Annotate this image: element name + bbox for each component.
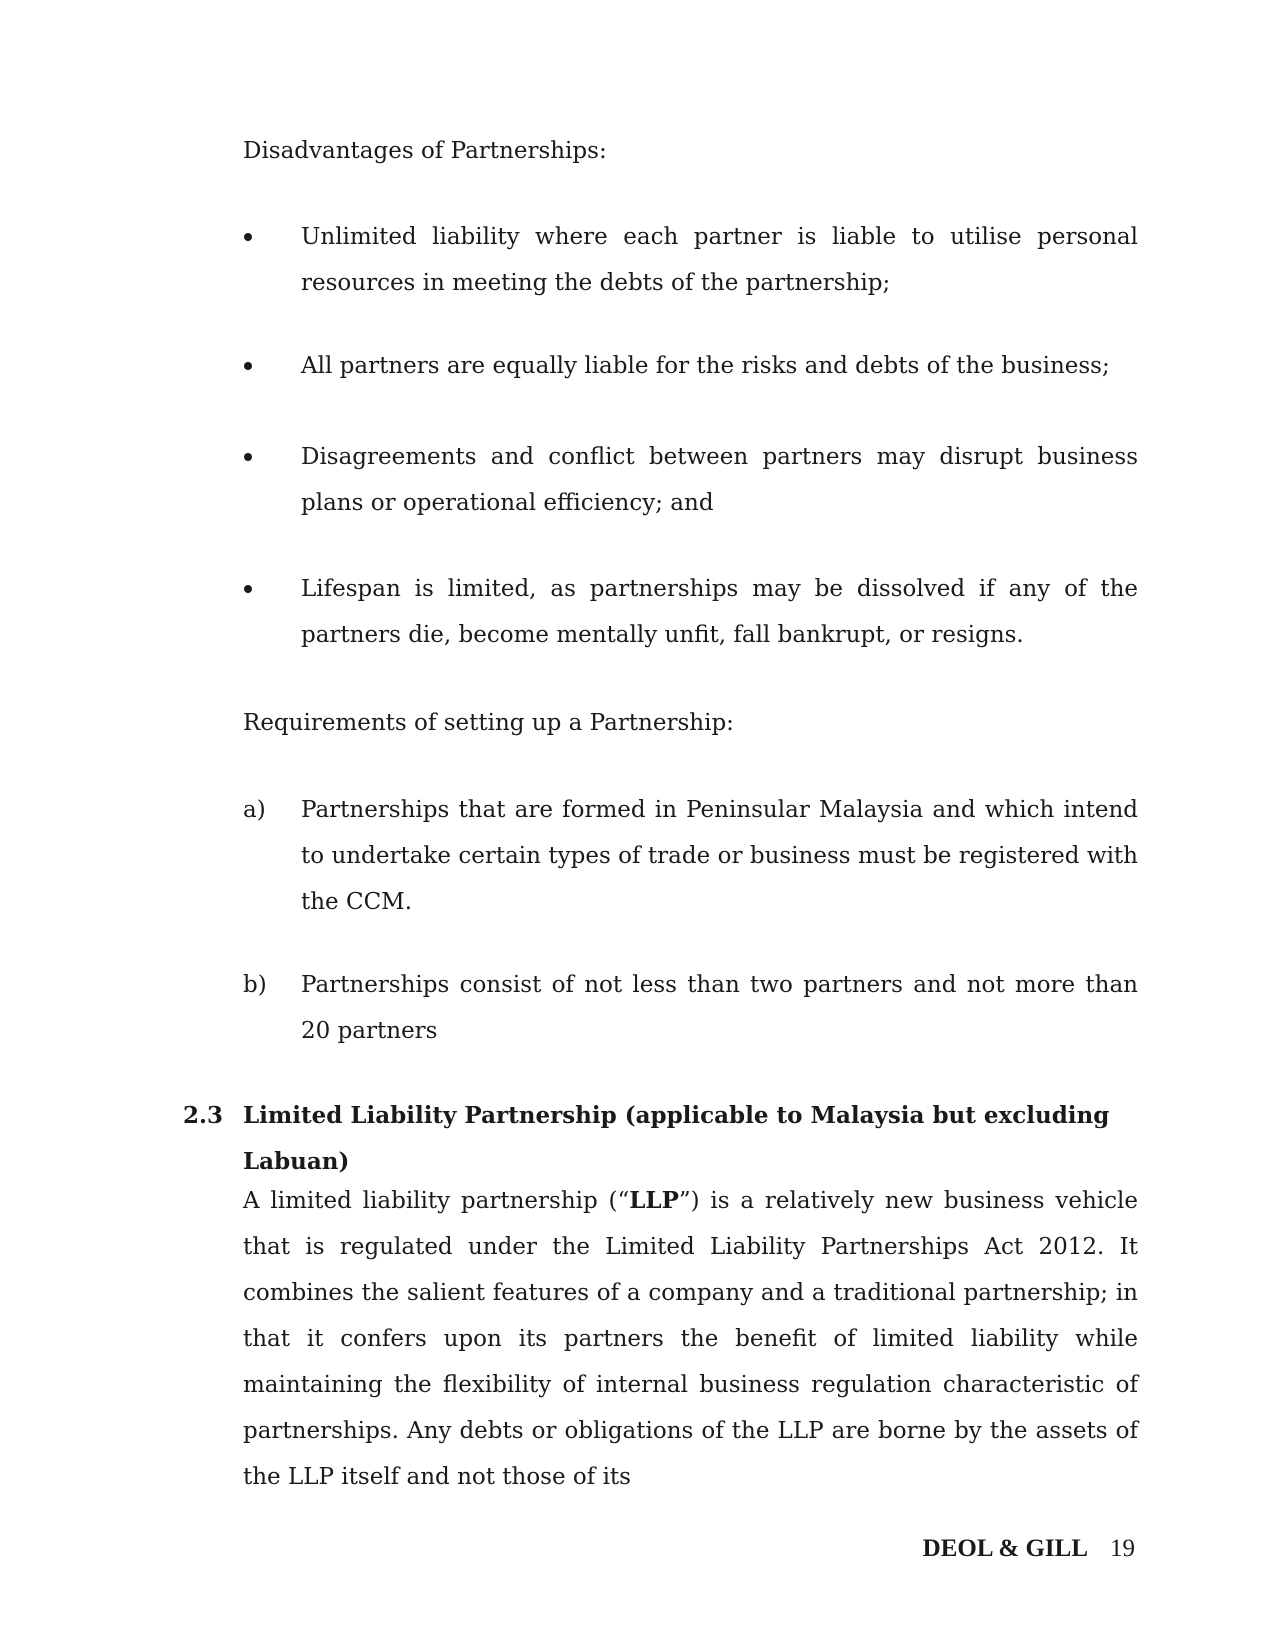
requirement-item-text: Partnerships that are formed in Peninsular Malaysia and which intend to undertake certain types of trade or business must be registered with the CCM. <box>301 797 1138 915</box>
requirement-item-b <box>243 962 1138 1054</box>
section-heading <box>183 1093 1138 1185</box>
llp-defined-term: LLP <box>629 1187 679 1214</box>
disadvantage-item-3 <box>243 434 1138 526</box>
bullet-dot-icon <box>244 362 252 370</box>
disadvantage-item-text: Lifespan is limited, as partnerships may be dissolved if any of the partners die, become mentally unfit, fall bankrupt, or resigns. <box>301 576 1138 648</box>
section-title: Limited Liability Partnership (applicable to Malaysia but excluding Labuan) <box>243 1102 1110 1175</box>
requirements-heading: Requirements of setting up a Partnership: <box>243 710 734 736</box>
disadvantage-item-2 <box>243 343 1138 389</box>
disadvantage-item-text: Disagreements and conflict between partners may disrupt business plans or operational efficiency; and <box>301 444 1138 516</box>
page-number: 19 <box>1110 1535 1135 1562</box>
firm-name: DEOL & GILL <box>922 1535 1088 1562</box>
paragraph-text-after: ”) is a relatively new business vehicle that is regulated under the Limited Liability Partnerships Act 2012. It combines the salient features of a company and a traditional partnership; in that it confers upon its partners the benefit of limited liability while maintaining the flexibility of internal business regulation characteristic of partnerships. Any debts or obligations of the LLP are borne by the assets of the LLP itself and not those of its <box>243 1188 1138 1490</box>
section-number: 2.3 <box>183 1102 224 1129</box>
list-marker: b) <box>243 972 267 998</box>
disadvantage-item-4 <box>243 566 1138 658</box>
disadvantage-item-text: All partners are equally liable for the risks and debts of the business; <box>301 353 1110 379</box>
requirement-item-a <box>243 787 1138 925</box>
disadvantage-item-text: Unlimited liability where each partner is liable to utilise personal resources in meeting the debts of the partnership; <box>301 224 1138 296</box>
bullet-dot-icon <box>244 233 252 241</box>
list-marker: a) <box>243 797 266 823</box>
bullet-dot-icon <box>244 585 252 593</box>
page-footer <box>923 1532 1135 1566</box>
requirement-item-text: Partnerships consist of not less than two partners and not more than 20 partners <box>301 972 1138 1044</box>
bullet-dot-icon <box>244 453 252 461</box>
disadvantage-item-1 <box>243 214 1138 306</box>
section-paragraph <box>243 1178 1138 1500</box>
disadvantages-heading: Disadvantages of Partnerships: <box>243 138 607 164</box>
paragraph-text-before: A limited liability partnership (“ <box>243 1188 630 1214</box>
